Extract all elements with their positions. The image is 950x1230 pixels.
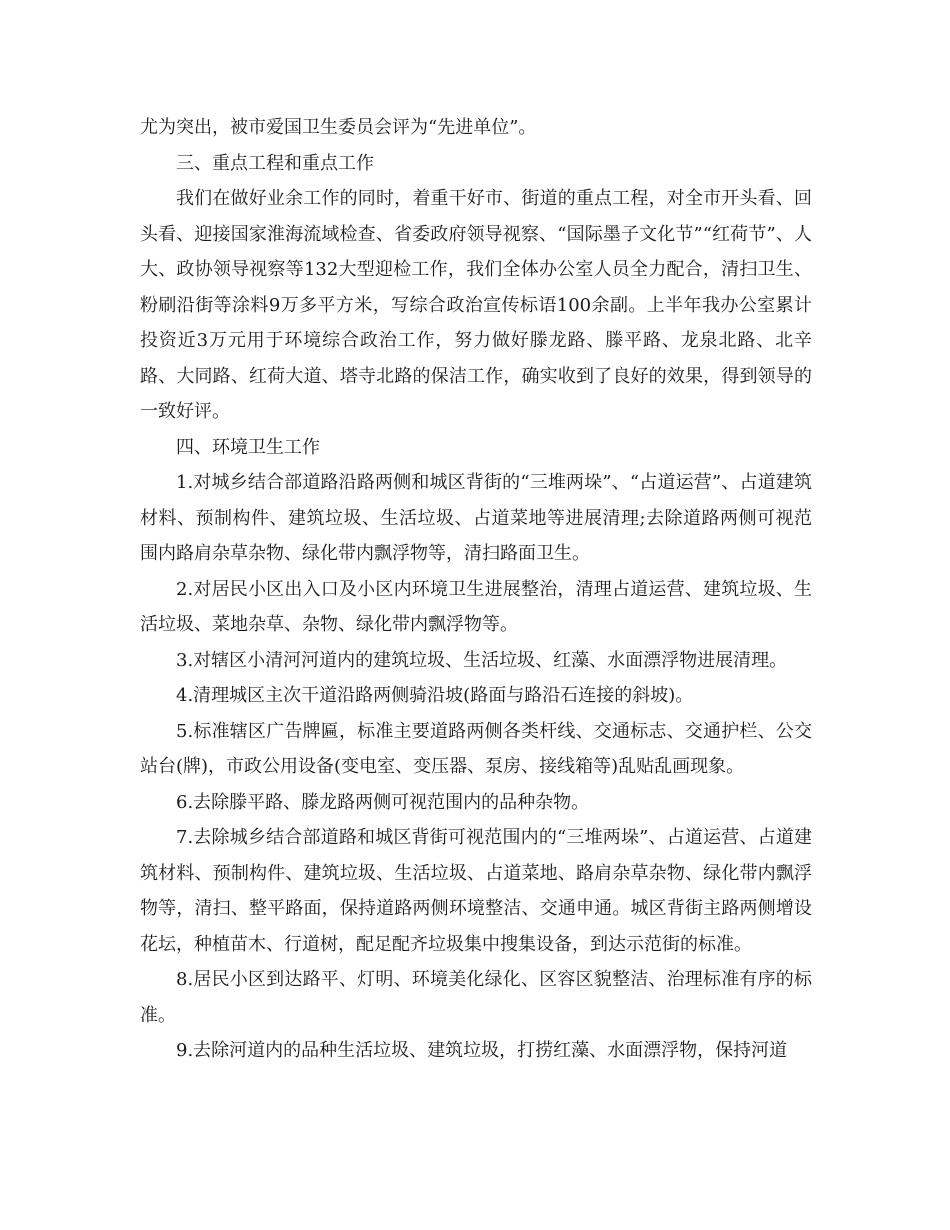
list-item-3: 3.对辖区小清河河道内的建筑垃圾、生活垃圾、红藻、水面漂浮物进展清理。 — [176, 649, 788, 671]
document-body — [140, 110, 812, 1069]
list-item-9: 9.去除河道内的品种生活垃圾、建筑垃圾，打捞红藻、水面漂浮物，保持河道 — [176, 1040, 788, 1061]
list-item-8: 8.居民小区到达路平、灯明、环境美化绿化、区容区貌整洁、治理标准有序的标准。 — [140, 969, 812, 1026]
section-heading-key-projects: 三、重点工程和重点工作 — [176, 152, 374, 174]
list-item-1: 1.对城乡结合部道路沿路两侧和城区背街的“三堆两垛”、“占道运营”、占道建筑材料、预制构件、建筑垃圾、生活垃圾、占道菜地等进展清理;去除道路两侧可视范围内路肩杂草杂物、绿化带内飘浮物等，清扫路面卫生。 — [140, 472, 812, 564]
list-item-4: 4.清理城区主次干道沿路两侧骑沿坡(路面与路沿石连接的斜坡)。 — [176, 685, 694, 706]
list-item-2: 2.对居民小区出入口及小区内环境卫生进展整治，清理占道运营、建筑垃圾、生活垃圾、菜地杂草、杂物、绿化带内飘浮物等。 — [140, 578, 812, 635]
list-item-6: 6.去除滕平路、滕龙路两侧可视范围内的品种杂物。 — [176, 791, 590, 813]
paragraph-key-projects: 我们在做好业余工作的同时，着重干好市、街道的重点工程，对全市开头看、回头看、迎接国家淮海流域检查、省委政府领导视察、“国际墨子文化节”“红荷节”、人大、政协领导视察等132大型迎检工作，我们全体办公室人员全力配合，清扫卫生、粉刷沿街等涂料9万多平方米，写综合政治宣传标语100余副。上半年我办公室累计投资近3万元用于环境综合政治工作，努力做好滕龙路、滕平路、龙泉北路、北辛路、大同路、红荷大道、塔寺北路的保洁工作，确实收到了良好的效果，得到领导的一致好评。 — [140, 188, 812, 422]
paragraph-continuation: 尤为突出，被市爱国卫生委员会评为“先进单位”。 — [140, 117, 537, 138]
list-item-7: 7.去除城乡结合部道路和城区背街可视范围内的“三堆两垛”、占道运营、占道建筑材料、预制构件、建筑垃圾、生活垃圾、占道菜地、路肩杂草杂物、绿化带内飘浮物等，清扫、整平路面，保持道路两侧环境整洁、交通申通。城区背街主路两侧增设花坛，种植苗木、行道树，配足配齐垃圾集中搜集设备，到达示范街的标准。 — [140, 827, 812, 955]
list-item-5: 5.标准辖区广告牌匾，标准主要道路两侧各类杆线、交通标志、交通护栏、公交站台(牌)，市政公用设备(变电室、变压器、泵房、接线箱等)乱贴乱画现象。 — [140, 720, 812, 777]
section-heading-sanitation: 四、环境卫生工作 — [176, 436, 320, 458]
